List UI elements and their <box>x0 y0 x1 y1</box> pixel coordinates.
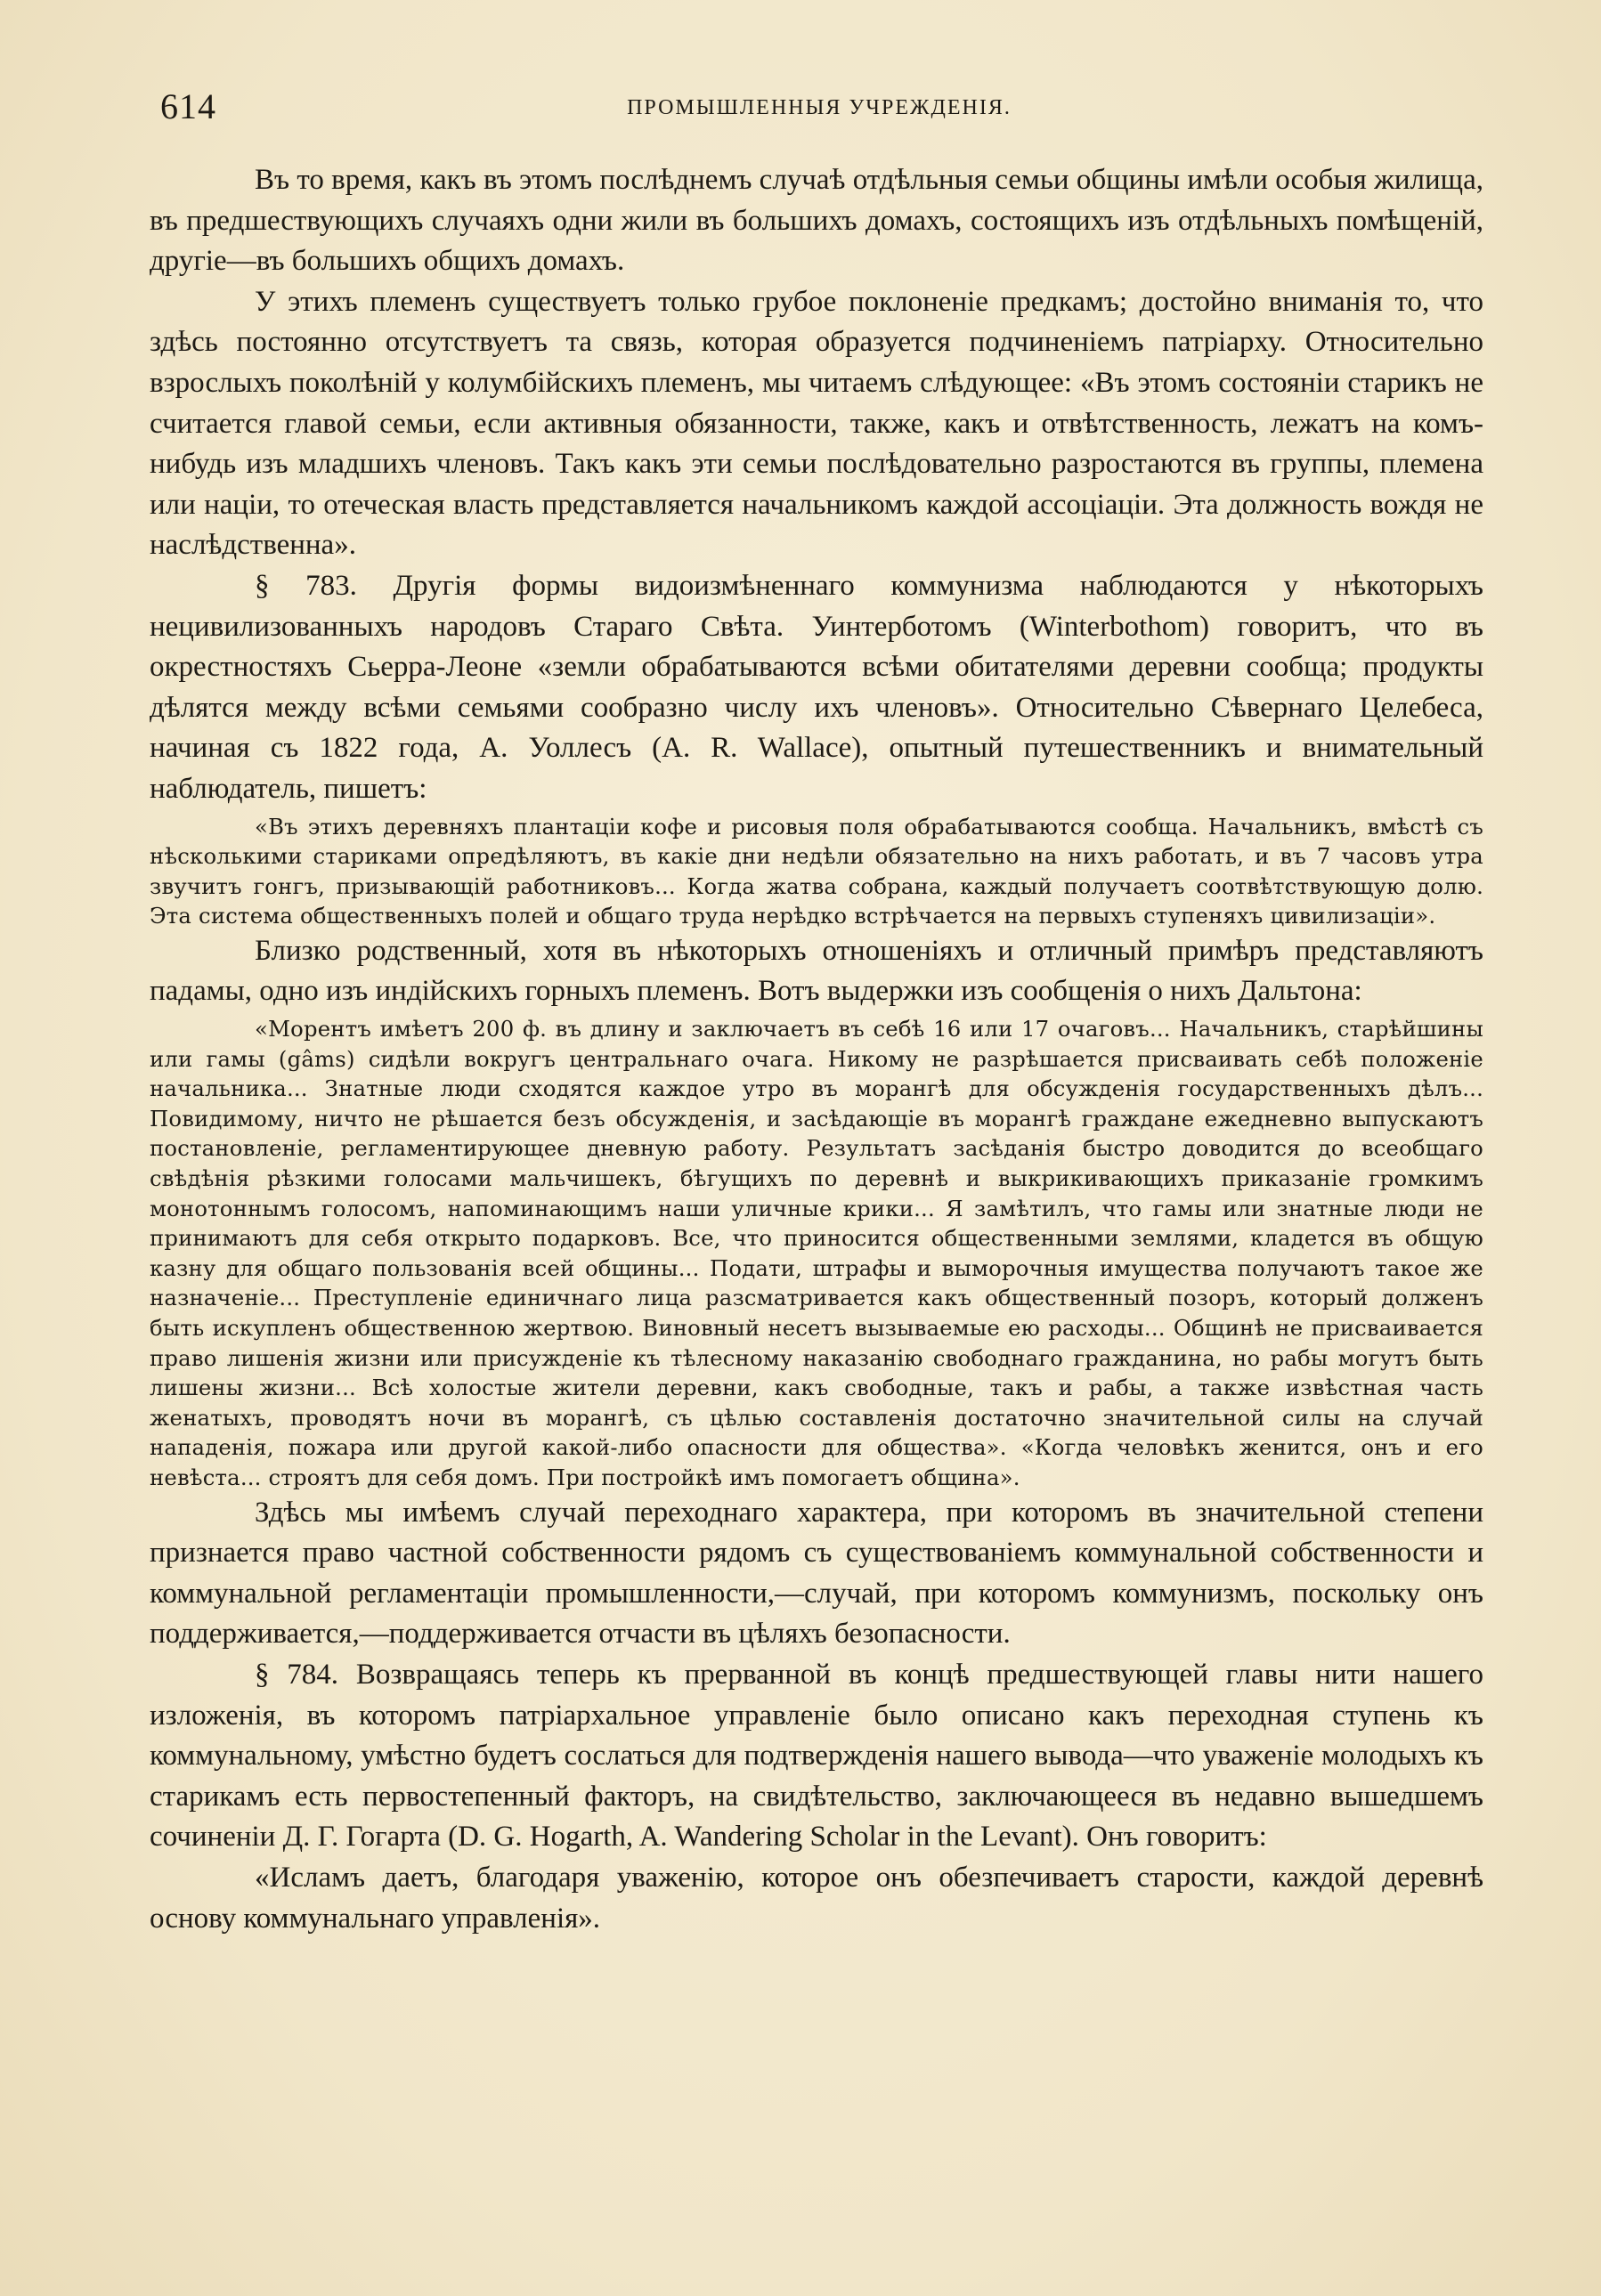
paragraph-2: У этихъ племенъ существуетъ только грубое поклоненіе предкамъ; достойно вниманія то, что здѣсь постоянно отсутствуетъ та связь, которая образуется подчиненіемъ патріарху. Относительно взрослыхъ поколѣній у колумбійскихъ племенъ, мы читаемъ слѣдующее: «Въ этомъ состояніи старикъ не считается главой семьи, если активныя обязанности, также, какъ и отвѣтственность, лежатъ на комъ-нибудь изъ младшихъ членовъ. Такъ какъ эти семьи послѣдовательно разростаются въ группы, племена или націи, то отеческая власть представляется начальникомъ каждой ассоціаціи. Эта должность вождя не наслѣдственна». <box>150 285 1483 562</box>
section-784-paragraph: § 784. Возвращаясь теперь къ прерванной въ концѣ предшествующей главы нити нашего изложенія, въ которомъ патріархальное управленіе было описано какъ переходная ступень къ коммунальному, умѣстно будетъ сослаться для подтвержденія нашего вывода—что уваженіе молодыхъ къ старикамъ есть первостепенный факторъ, на свидѣтельство, заключающееся въ недавно вышедшемъ сочиненіи Д. Г. Гогарта (D. G. Hogarth, A. Wandering Scholar in the Levant). Онъ говоритъ: <box>150 1658 1483 1854</box>
section-783-paragraph: § 783. Другія формы видоизмѣненнаго коммунизма наблюдаются у нѣкоторыхъ нецивилизованныхъ народовъ Стараго Свѣта. Уинтерботомъ (Winterbothom) говоритъ, что въ окрестностяхъ Сьерра-Леоне «земли обрабатываются всѣми обитателями деревни сообща; продукты дѣлятся между всѣми семьями сообразно числу ихъ членовъ». Относительно Сѣвернаго Целебеса, начиная съ 1822 года, А. Уоллесъ (A. R. Wallace), опытный путешественникъ и внимательный наблюдатель, пишетъ: <box>150 569 1483 805</box>
page-body <box>150 160 1483 1939</box>
page-number: 614 <box>160 86 216 126</box>
hogarth-quotation: «Исламъ даетъ, благодаря уваженію, которое онъ обезпечиваетъ старости, каждой деревнѣ основу коммунальнаго управленія». <box>150 1861 1483 1935</box>
wallace-quotation: «Въ этихъ деревняхъ плантаціи кофе и рисовыя поля обрабатываются сообща. Начальникъ, вмѣстѣ съ нѣсколькими стариками опредѣляютъ, въ какіе дни недѣли обязательно на нихъ работать, и въ 7 часовъ утра звучитъ гонгъ, призывающій работниковъ... Когда жатва собрана, каждый получаетъ соотвѣтствующую долю. Эта система общественныхъ полей и общаго труда нерѣдко встрѣчается на первыхъ ступеняхъ цивилизаціи». <box>150 813 1483 929</box>
paragraph-transitional: Здѣсь мы имѣемъ случай переходнаго характера, при которомъ въ значительной степени признается право частной собственности рядомъ съ существованіемъ коммунальной собственности и коммунальной регламентаціи промышленности,—случай, при которомъ коммунизмъ, поскольку онъ поддерживается,—поддерживается отчасти въ цѣляхъ безопасности. <box>150 1496 1483 1651</box>
paragraph-padams: Близко родственный, хотя въ нѣкоторыхъ отношеніяхъ и отличный примѣръ представляютъ падамы, одно изъ индійскихъ горныхъ племенъ. Вотъ выдержки изъ сообщенія о нихъ Дальтона: <box>150 934 1483 1008</box>
dalton-quotation: «Морентъ имѣетъ 200 ф. въ длину и заключаетъ въ себѣ 16 или 17 очаговъ... Начальникъ, старѣйшины или гамы (gâms) сидѣли вокругъ центральнаго очага. Никому не разрѣшается присваивать себѣ положеніе начальника... Знатные люди сходятся каждое утро въ морангѣ для обсужденія государственныхъ дѣлъ... Повидимому, ничто не рѣшается безъ обсужденія, и засѣдающіе въ морангѣ граждане ежедневно выпускаютъ постановленіе, регламентирующее дневную работу. Результатъ засѣданія быстро доводится до всеобщаго свѣдѣнія рѣзкими голосами мальчишекъ, бѣгущихъ по деревнѣ и выкрикивающихъ приказаніе громкимъ монотоннымъ голосомъ, напоминающимъ наши уличные крики... Я замѣтилъ, что гамы или знатные люди не принимаютъ для себя открыто подарковъ. Все, что приносится общественными землями, кладется въ общую казну для общаго пользованія всей общины... Подати, штрафы и выморочныя имущества получаютъ такое же назначеніе... Преступленіе единичнаго лица разсматривается какъ общественный позоръ, который долженъ быть искупленъ общественною жертвою. Виновный несетъ вызываемые ею расходы... Общинѣ не присваивается право лишенія жизни или присужденіе къ тѣлесному наказанію свободнаго гражданина, но рабы могутъ быть лишены жизни... Всѣ холостые жители деревни, какъ свободные, такъ и рабы, а также извѣстная часть женатыхъ, проводятъ ночи въ морангѣ, съ цѣлью составленія достаточно значительной силы на случай нападенія, пожара или другой какой-либо опасности для общества». «Когда человѣкъ женится, онъ и его невѣста... строятъ для себя домъ. При постройкѣ имъ помогаетъ община». <box>150 1016 1483 1490</box>
page-header <box>160 85 1478 130</box>
paragraph-1: Въ то время, какъ въ этомъ послѣднемъ случаѣ отдѣльныя семьи общины имѣли особыя жилища, въ предшествующихъ случаяхъ одни жили въ большихъ домахъ, состоящихъ изъ отдѣльныхъ помѣщеній, другіе—въ большихъ общихъ домахъ. <box>150 164 1483 278</box>
running-title: ПРОМЫШЛЕННЫЯ УЧРЕЖДЕНІЯ. <box>627 96 1012 119</box>
